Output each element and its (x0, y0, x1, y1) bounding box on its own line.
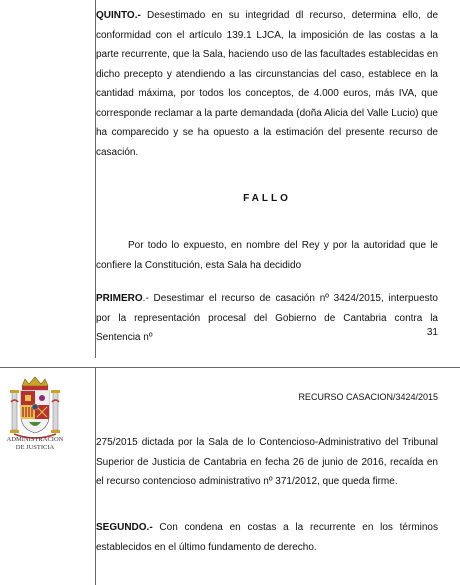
primero-text: .- Desestimar el recurso de casación nº 3424/2015, interpuesto por la representación procesal del Gobierno de Cantabria contra la Sentencia nº (96, 293, 438, 343)
quinto-label: QUINTO.- (96, 10, 141, 21)
continuation-paragraph: 275/2015 dictada por la Sala de lo Contencioso-Administrativo del Tribunal Superior de Justicia de Cantabria en fecha 26 de junio de 2016, recaída en el recurso contencioso administrativo nº 371/2012, que queda firme. (96, 437, 438, 487)
primero-label: PRIMERO (96, 293, 143, 304)
crest-label-line1: ADMINISTRACION (6, 436, 64, 443)
quinto-text: Desestimado en su integridad dl recurso, determina ello, de conformidad con el artículo 139.1 LJCA, la imposición de las costas a la parte recurrente, que la Sala, haciendo uso de las facultades establecidas en dicho precepto y atendiendo a las circunstancias del caso, establece en la cantidad máxima, por todos los conceptos, de 4.000 euros, más IVA, que corresponde reclamar a la parte demandada (doña Alicia del Valle Lucio) que ha comparecido y se ha opuesto a la estimación del presente recurso de casación. (96, 10, 438, 158)
intro-paragraph: Por todo lo expuesto, en nombre del Rey y por la autoridad que le confiere la Constitución, esta Sala ha decidido (96, 240, 438, 271)
page-number: 31 (426, 327, 438, 338)
crest-label (0, 436, 70, 452)
fallo-heading: FALLO (243, 193, 291, 204)
page-separator (0, 367, 460, 368)
primero-paragraph (96, 289, 438, 348)
segundo-text: Con condena en costas a la recurrente en los términos establecidos en el último fundamento de derecho. (96, 522, 438, 553)
segundo-paragraph (96, 518, 438, 557)
quinto-paragraph (96, 6, 438, 162)
crest-label-line2: DE JUSTICIA (15, 444, 55, 451)
segundo-label: SEGUNDO.- (96, 522, 153, 533)
case-reference-header: RECURSO CASACION/3424/2015 (298, 392, 438, 402)
